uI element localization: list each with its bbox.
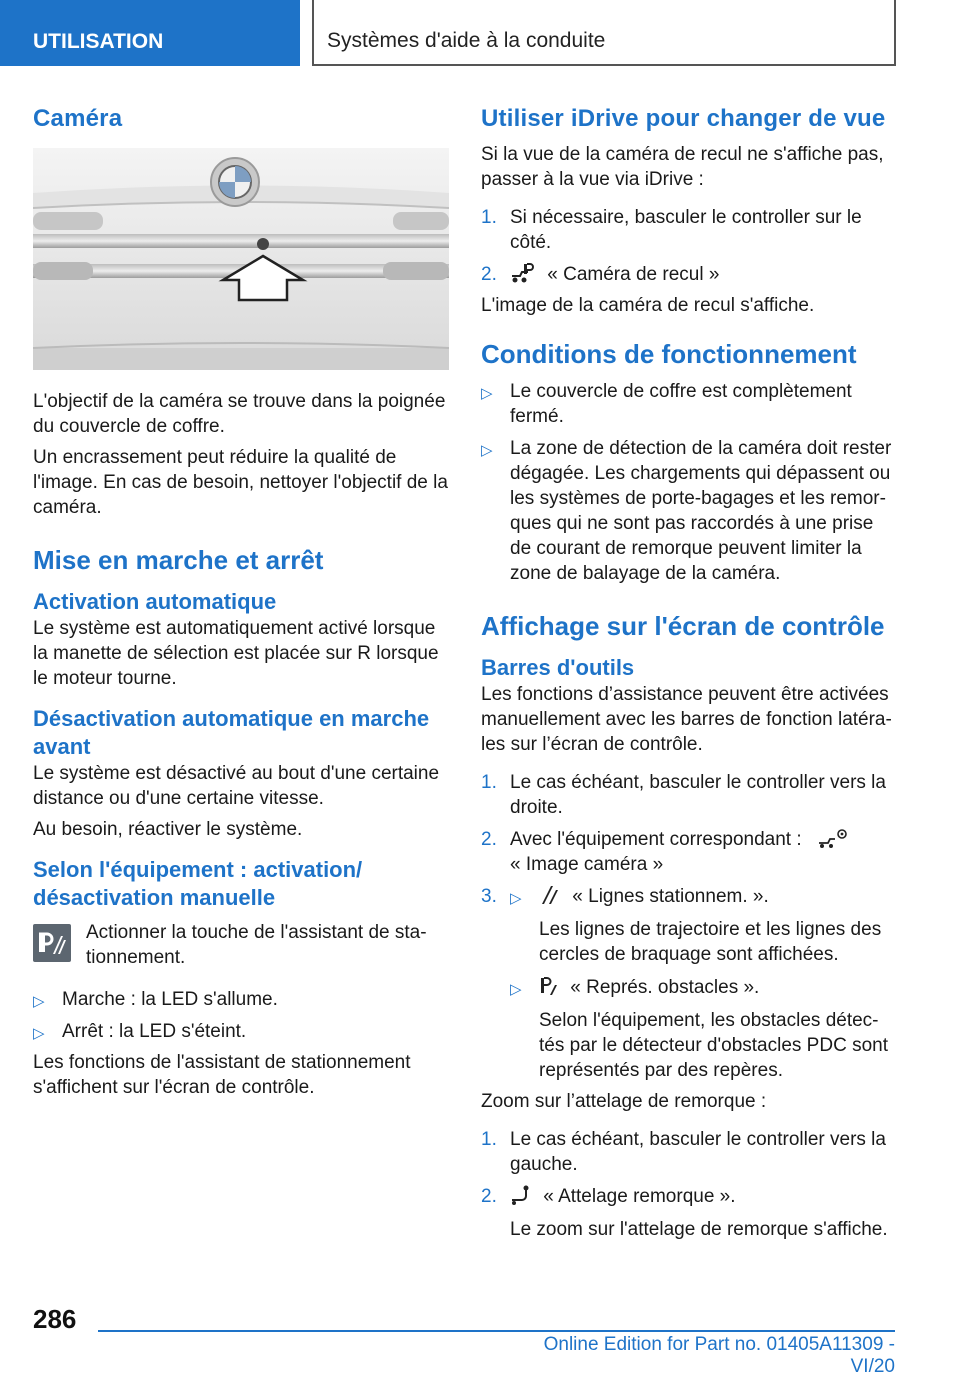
bullet-off-text: Arrêt : la LED s'éteint. (62, 1021, 247, 1042)
step-text: « Attelage remorque ». (543, 1186, 736, 1207)
bullet-on-text: Marche : la LED s'allume. (62, 989, 278, 1010)
list-item (481, 262, 893, 287)
edition-text: Online Edition for Part no. 01405A11309 - VI/20 (543, 1334, 895, 1377)
chapter-title: Systèmes d'aide à la conduite (312, 0, 896, 66)
camera-paragraph-1: L'objectif de la caméra se trouve dans la poignée du couvercle de coffre. (33, 391, 446, 437)
onoff-heading: Mise en marche et arrêt (33, 545, 324, 575)
display-heading: Affichage sur l'écran de contrôle (481, 611, 885, 641)
footer-divider (98, 1330, 895, 1332)
step-number: 1. (481, 1129, 497, 1150)
triangle-bullet-icon: ▷ (481, 442, 493, 459)
rear-camera-photo (33, 148, 449, 370)
rear-camera-icon (510, 262, 536, 284)
section-tab: UTILISATION (0, 0, 300, 66)
triangle-bullet-icon: ▷ (33, 993, 45, 1010)
step-text: « Caméra de recul » (547, 264, 720, 285)
zoom-paragraph: Zoom sur l’attelage de remorque : (481, 1091, 767, 1112)
step-number: 1. (481, 207, 497, 228)
camera-settings-icon (815, 827, 849, 849)
step-number: 2. (481, 1186, 497, 1207)
condition-text: La zone de détection de la caméra doit rester dégagée. Les chargements qui dépassent ou les systèmes de porte-bagages et les remor-ques qui ne sont pas raccordés à une prise de courant de remorque peuvent limiter la zone de balayage de la caméra. (510, 438, 892, 584)
step-text: Si nécessaire, basculer le controller sur le côté. (510, 207, 862, 253)
condition-text: Le couvercle de coffre est complètement fermé. (510, 381, 852, 427)
list-item (481, 770, 893, 820)
conditions-heading: Conditions de fonctionnement (481, 339, 857, 369)
list-item (481, 379, 893, 429)
left-column (33, 98, 449, 1100)
triangle-bullet-icon: ▷ (33, 1025, 45, 1042)
parking-assistant-button-text: Actionner la touche de l'assistant de sta-tionnement. (86, 922, 427, 968)
parking-lines-icon (539, 884, 561, 906)
list-item (481, 1127, 893, 1177)
sub-description: Les lignes de trajectoire et les lignes des cercles de braquage sont affichées. (539, 919, 882, 965)
list-item (33, 987, 449, 1012)
step-number: 1. (481, 772, 497, 793)
auto-deactivation-paragraph-2: Au besoin, réactiver le système. (33, 819, 303, 840)
step-text: Avec l'équipement correspondant : (510, 829, 802, 850)
list-item (33, 1019, 449, 1044)
list-item (481, 205, 893, 255)
list-item (481, 827, 893, 877)
step-number: 2. (481, 829, 497, 850)
triangle-bullet-icon: ▷ (510, 981, 522, 998)
parking-assistant-button-icon (33, 924, 71, 962)
step-text: Le cas échéant, basculer le controller vers la gauche. (510, 1129, 886, 1175)
list-item (481, 884, 893, 1083)
step-number: 3. (481, 886, 497, 907)
trailer-hitch-icon (510, 1184, 532, 1206)
step-number: 2. (481, 264, 497, 285)
toolbar-paragraph: Les fonctions d’assistance peuvent être activées manuellement avec les barres de fonction latéra-les sur l’écran de contrôle. (481, 684, 892, 755)
page-number: 286 (33, 1304, 77, 1334)
obstacle-marking-icon (539, 975, 559, 997)
sub-text: « Représ. obstacles ». (570, 977, 760, 998)
sub-text: « Lignes stationnem. ». (572, 886, 769, 907)
list-item (481, 436, 893, 586)
auto-deactivation-heading: Désactivation automatique en marche avant (33, 706, 430, 759)
list-item (481, 1184, 893, 1242)
manual-activation-heading: Selon l'équipement : activation/ désactivation manuelle (33, 857, 363, 910)
auto-deactivation-paragraph-1: Le système est désactivé au bout d'une certaine distance ou d'une certaine vitesse. (33, 763, 440, 809)
auto-activation-paragraph: Le système est automatiquement activé lorsque la manette de sélection est placée sur R lorsque le moteur tourne. (33, 618, 439, 689)
idrive-result: L'image de la caméra de recul s'affiche. (481, 295, 815, 316)
toolbar-heading: Barres d'outils (481, 655, 635, 680)
idrive-heading: Utiliser iDrive pour changer de vue (481, 105, 886, 132)
triangle-bullet-icon: ▷ (481, 385, 493, 402)
page-header (0, 0, 960, 66)
idrive-paragraph: Si la vue de la caméra de recul ne s'affiche pas, passer à la vue via iDrive : (481, 144, 884, 190)
functions-paragraph: Les fonctions de l'assistant de stationnement s'affichent sur l'écran de contrôle. (33, 1052, 411, 1098)
auto-activation-heading: Activation automatique (33, 589, 277, 614)
step-text: Le cas échéant, basculer le controller vers la droite. (510, 772, 886, 818)
zoom-result: Le zoom sur l'attelage de remorque s'affiche. (510, 1219, 888, 1240)
camera-paragraph-2: Un encrassement peut réduire la qualité de l'image. En cas de besoin, nettoyer l'objectif de la caméra. (33, 447, 448, 518)
step-text: « Image caméra » (510, 854, 664, 875)
camera-heading: Caméra (33, 105, 123, 132)
parking-assistant-button-row (33, 920, 449, 970)
right-column (481, 98, 893, 1242)
sub-description: Selon l'équipement, les obstacles détec-tés par le détecteur d'obstacles PDC sont représentés par des repères. (539, 1010, 888, 1081)
triangle-bullet-icon: ▷ (510, 890, 522, 907)
